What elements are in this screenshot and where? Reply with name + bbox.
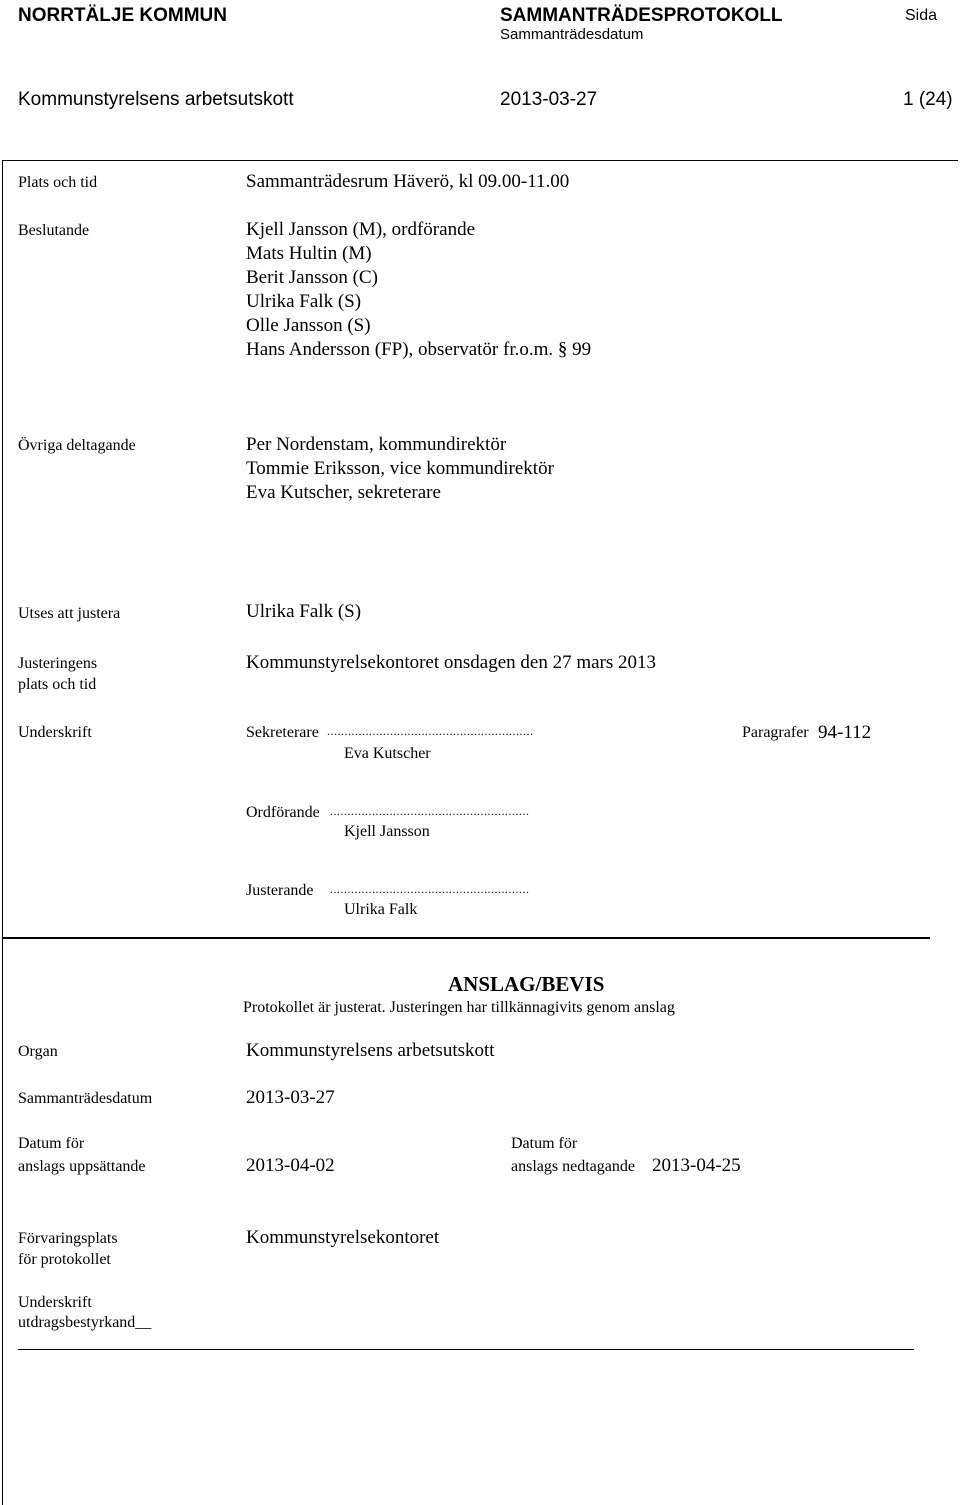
municipality-name: NORRTÄLJE KOMMUN	[18, 5, 227, 26]
storage-value: Kommunstyrelsekontoret	[246, 1227, 440, 1248]
adjuster-label: Utses att justera	[18, 605, 121, 622]
left-border	[2, 160, 3, 1505]
other-participants	[246, 433, 554, 505]
document-title: SAMMANTRÄDESPROTOKOLL	[500, 5, 783, 26]
secretary-name: Eva Kutscher	[344, 745, 431, 762]
removed-label-2: anslags nedtagande	[511, 1158, 635, 1175]
notice-meeting-date-value: 2013-03-27	[246, 1087, 335, 1108]
member: Mats Hultin (M)	[246, 243, 372, 264]
signature-line	[18, 1349, 914, 1350]
organ-label: Organ	[18, 1043, 58, 1060]
chair-dots: .........................................................	[330, 804, 530, 818]
storage-label-2: för protokollet	[18, 1251, 111, 1268]
notice-meeting-date-label: Sammanträdesdatum	[18, 1090, 153, 1107]
paragraphs-value: 94-112	[818, 722, 872, 743]
secretary-dots: ...........................................................	[327, 724, 534, 738]
adjust-place-label: Justeringens	[18, 655, 98, 672]
certify-label-2: utdragsbestyrkand__	[18, 1314, 152, 1331]
storage-label: Förvaringsplats	[18, 1230, 118, 1247]
member: Hans Andersson (FP), observatör fr.o.m. § 99	[246, 339, 592, 360]
adjust-place-value: Kommunstyrelsekontoret onsdagen den 27 mars 2013	[246, 652, 657, 673]
participant: Per Nordenstam, kommundirektör	[246, 434, 507, 455]
adjust-place-label-2: plats och tid	[18, 676, 97, 693]
deciding-members	[246, 218, 591, 362]
section-divider	[2, 937, 930, 939]
removed-label: Datum för	[511, 1135, 578, 1152]
notice-subtitle: Protokollet är justerat. Justeringen har tillkännagivits genom anslag	[243, 999, 675, 1016]
place-label: Plats och tid	[18, 174, 98, 191]
posted-label-2: anslags uppsättande	[18, 1158, 146, 1175]
page-label: Sida	[905, 7, 938, 24]
organ-value: Kommunstyrelsens arbetsutskott	[246, 1040, 495, 1061]
removed-value: 2013-04-25	[652, 1155, 741, 1176]
signature-label: Underskrift	[18, 724, 92, 741]
chair-role: Ordförande	[246, 804, 320, 821]
meeting-date: 2013-03-27	[500, 89, 598, 110]
committee-name: Kommunstyrelsens arbetsutskott	[18, 89, 294, 110]
participant: Tommie Eriksson, vice kommundirektör	[246, 458, 554, 479]
deciding-label: Beslutande	[18, 222, 90, 239]
page-number: 1 (24)	[903, 89, 953, 110]
secretary-role: Sekreterare	[246, 724, 319, 741]
posted-label: Datum för	[18, 1135, 85, 1152]
member: Kjell Jansson (M), ordförande	[246, 219, 476, 240]
posted-value: 2013-04-02	[246, 1155, 335, 1176]
adjuster-dots: .........................................................	[330, 882, 530, 896]
participant: Eva Kutscher, sekreterare	[246, 482, 441, 503]
meeting-date-label: Sammanträdesdatum	[500, 26, 644, 43]
adjuster-role: Justerande	[246, 882, 314, 899]
others-label: Övriga deltagande	[18, 437, 136, 454]
place-value: Sammanträdesrum Häverö, kl 09.00-11.00	[246, 171, 570, 192]
member: Ulrika Falk (S)	[246, 291, 362, 312]
adjuster-name: Ulrika Falk	[344, 901, 418, 918]
top-border	[2, 160, 958, 161]
member: Berit Jansson (C)	[246, 267, 378, 288]
adjuster-value: Ulrika Falk (S)	[246, 601, 362, 622]
chair-name: Kjell Jansson	[344, 823, 430, 840]
notice-title: ANSLAG/BEVIS	[448, 972, 605, 996]
paragraphs-label: Paragrafer	[742, 724, 809, 741]
certify-label: Underskrift	[18, 1294, 92, 1311]
member: Olle Jansson (S)	[246, 315, 371, 336]
